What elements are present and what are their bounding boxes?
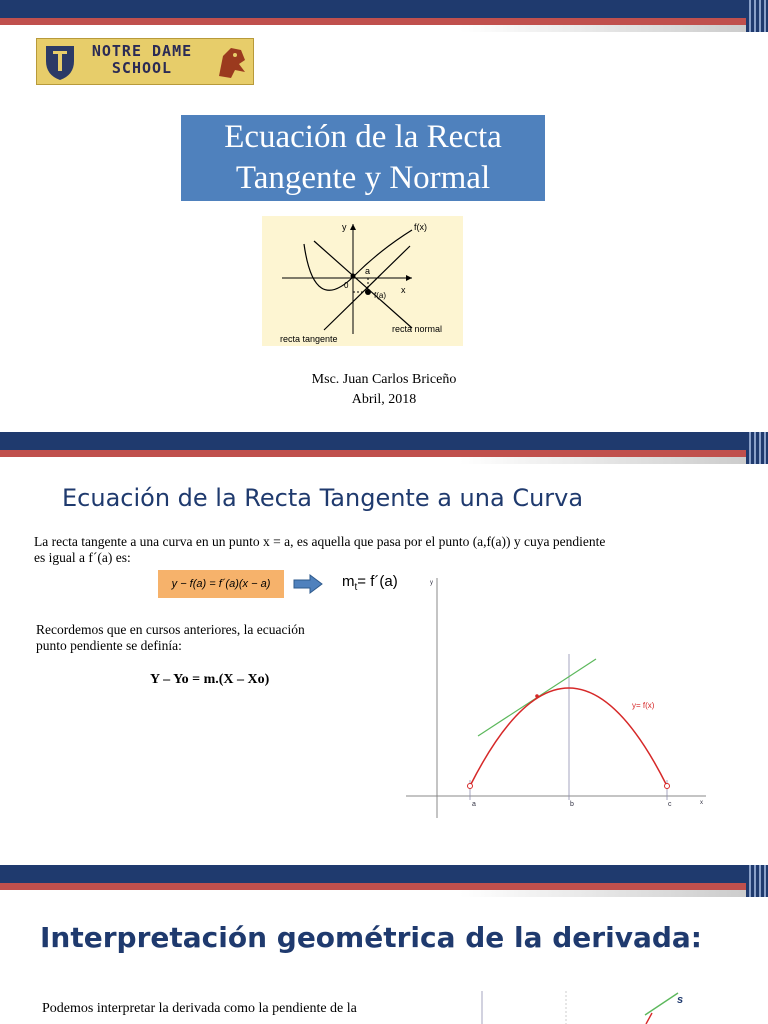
shield-icon xyxy=(43,43,77,81)
slide-2 xyxy=(0,432,768,865)
author-block xyxy=(230,370,538,410)
presentation-date: Abril, 2018 xyxy=(351,392,417,407)
a-tick-label: a xyxy=(472,801,476,808)
recall-paragraph: Recordemos que en cursos anteriores, la ecuación punto pendiente se definía: xyxy=(36,622,305,653)
slide-1 xyxy=(0,0,768,432)
y-axis-label: y xyxy=(430,580,433,586)
tangent-formula: y − f(a) = f´(a)(x − a) xyxy=(158,570,284,598)
x-axis-label: x xyxy=(700,800,703,806)
school-logo xyxy=(36,38,254,85)
author-name: Msc. Juan Carlos Briceño xyxy=(311,372,457,387)
title-box: Ecuación de la Recta Tangente y Normal xyxy=(181,115,545,201)
tangent-normal-diagram xyxy=(262,216,463,346)
diagram-fx-label: f(x) xyxy=(414,222,427,232)
point-slope-formula: Y – Yo = m.(X – Xo) xyxy=(150,672,270,687)
tangent-graph xyxy=(400,574,720,822)
diagram-a-label: a xyxy=(365,266,371,276)
diagram-tangent-label: recta tangente xyxy=(280,334,338,344)
diagram-y-label: y xyxy=(342,222,347,232)
derivative-paragraph: Podemos interpretar la derivada como la pendiente de la xyxy=(42,1001,357,1016)
derivative-graph xyxy=(440,985,700,1024)
diagram-x-label: x xyxy=(401,285,406,295)
slide-heading: Ecuación de la Recta Tangente a una Curva xyxy=(62,484,584,512)
diagram-fa-label: f(a) xyxy=(374,291,386,300)
lion-icon xyxy=(211,42,251,82)
b-tick-label: b xyxy=(570,801,574,808)
slide-3 xyxy=(0,865,768,1024)
diagram-zero-label: 0 xyxy=(344,281,349,290)
arrow-right-icon xyxy=(293,574,323,594)
slope-equation: $m_t=$ f´(a) xyxy=(342,573,398,593)
diagram-normal-label: recta normal xyxy=(392,324,443,334)
logo-text: NOTRE DAME SCHOOL xyxy=(91,42,193,77)
intro-paragraph: La recta tangente a una curva en un punto x = a, es aquella que pasa por el punto (a,f(a)) y cuya pendiente es igual a f´(a) es: xyxy=(34,534,606,565)
s-label: s xyxy=(677,994,684,1006)
c-tick-label: c xyxy=(668,801,672,808)
curve-label: y= f(x) xyxy=(632,701,655,710)
slide-heading: Interpretación geométrica de la derivada: xyxy=(40,921,702,954)
